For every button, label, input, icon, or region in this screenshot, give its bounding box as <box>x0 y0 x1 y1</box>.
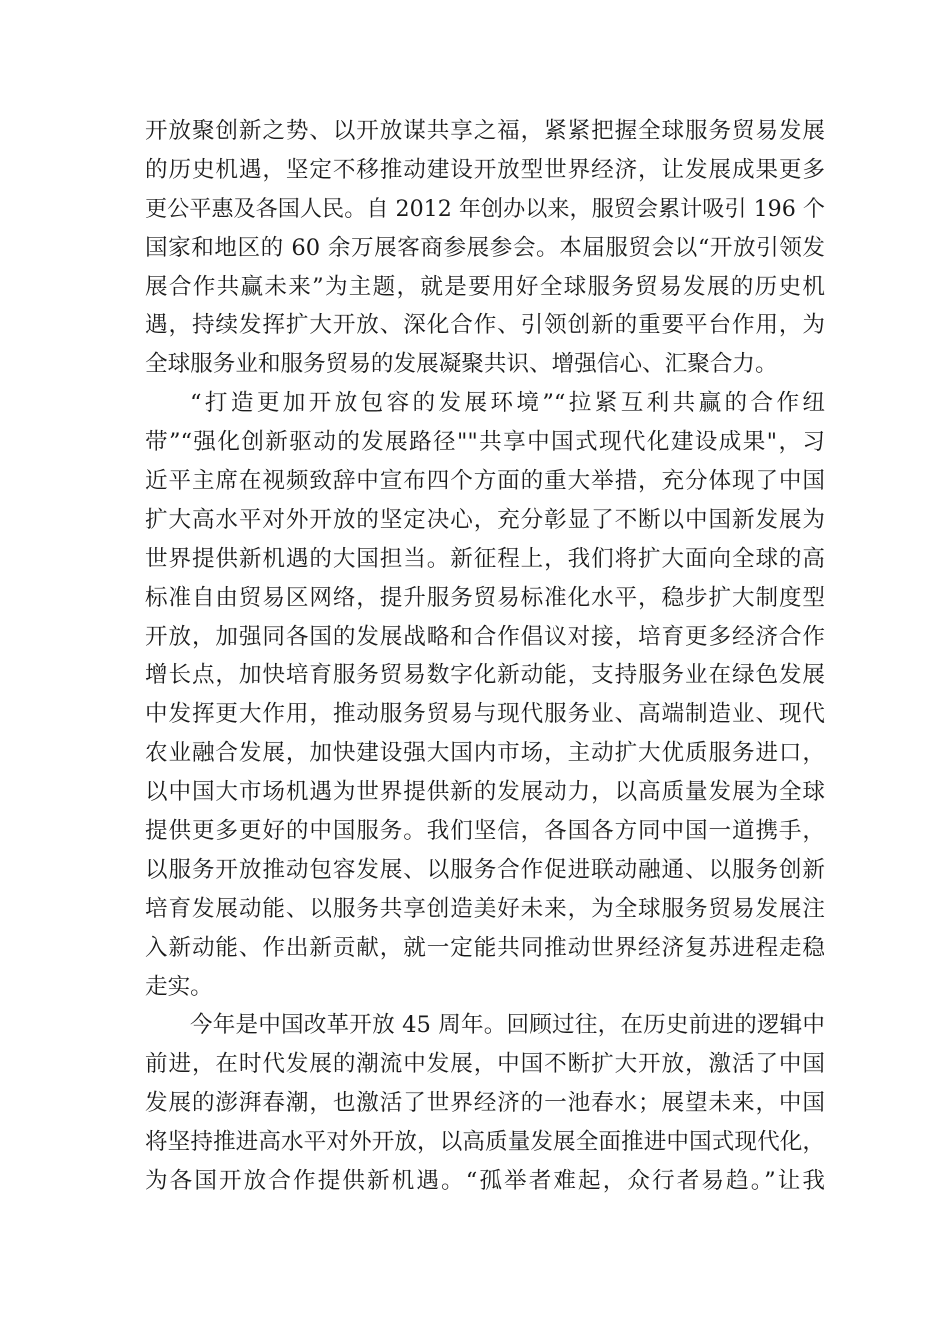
text-line: 标准自由贸易区网络，提升服务贸易标准化水平，稳步扩大制度型 <box>145 584 825 611</box>
text-line: 扩大高水平对外开放的坚定决心，充分彰显了不断以中国新发展为 <box>145 506 825 533</box>
text-line: 世界提供新机遇的大国担当。新征程上，我们将扩大面向全球的高 <box>145 545 825 572</box>
text-line: 开放，加强同各国的发展战略和合作倡议对接，培育更多经济合作 <box>145 623 825 650</box>
text-line: 开放聚创新之势、以开放谋共享之福，紧紧把握全球服务贸易发展 <box>145 118 825 144</box>
paragraph-3 <box>145 1006 825 1200</box>
article-body <box>145 112 825 1201</box>
text-line: 入新动能、作出新贡献，就一定能共同推动世界经济复苏进程走稳 <box>145 934 825 961</box>
text-line: 提供更多更好的中国服务。我们坚信，各国各方同中国一道携手， <box>145 818 825 845</box>
text-line: 国家和地区的 60 余万展客商参展参会。本届服贸会以“开放引领发 <box>145 234 825 261</box>
text-line: 农业融合发展，加快建设强大国内市场，主动扩大优质服务进口， <box>145 740 825 767</box>
text-line: 遇，持续发挥扩大开放、深化合作、引领创新的重要平台作用，为 <box>145 312 825 339</box>
text-line: 更公平惠及各国人民。自 2012 年创办以来，服贸会累计吸引 196 个 <box>145 195 825 222</box>
text-line: 展合作共赢未来”为主题，就是要用好全球服务贸易发展的历史机 <box>145 273 825 300</box>
text-line: 培育发展动能、以服务共享创造美好未来，为全球服务贸易发展注 <box>145 895 825 922</box>
text-line: 将坚持推进高水平对外开放，以高质量发展全面推进中国式现代化， <box>145 1129 825 1156</box>
text-line: 近平主席在视频致辞中宣布四个方面的重大举措，充分体现了中国 <box>145 468 825 495</box>
text-line: 以中国大市场机遇为世界提供新的发展动力，以高质量发展为全球 <box>145 779 825 806</box>
text-line: 的历史机遇，坚定不移推动建设开放型世界经济，让发展成果更多 <box>145 156 825 183</box>
text-line: 走实。 <box>145 973 213 1000</box>
text-line: 中发挥更大作用，推动服务贸易与现代服务业、高端制造业、现代 <box>145 701 825 728</box>
text-line: “打造更加开放包容的发展环境”“拉紧互利共赢的合作纽 <box>190 390 825 417</box>
text-line: 增长点，加快培育服务贸易数字化新动能，支持服务业在绿色发展 <box>145 662 825 689</box>
text-line: 以服务开放推动包容发展、以服务合作促进联动融通、以服务创新 <box>145 856 825 883</box>
text-line: 发展的澎湃春潮，也激活了世界经济的一池春水；展望未来，中国 <box>145 1090 825 1117</box>
text-line: 带”“强化创新驱动的发展路径""共享中国式现代化建设成果"，习 <box>145 429 825 456</box>
text-line: 全球服务业和服务贸易的发展凝聚共识、增强信心、汇聚合力。 <box>145 351 778 378</box>
paragraph-2 <box>145 384 825 1006</box>
text-line: 前进，在时代发展的潮流中发展，中国不断扩大开放，激活了中国 <box>145 1051 825 1078</box>
text-line: 为各国开放合作提供新机遇。“孤举者难起，众行者易趋。”让我 <box>145 1168 825 1195</box>
paragraph-1 <box>145 112 825 384</box>
text-line: 今年是中国改革开放 45 周年。回顾过往，在历史前进的逻辑中 <box>190 1012 825 1039</box>
